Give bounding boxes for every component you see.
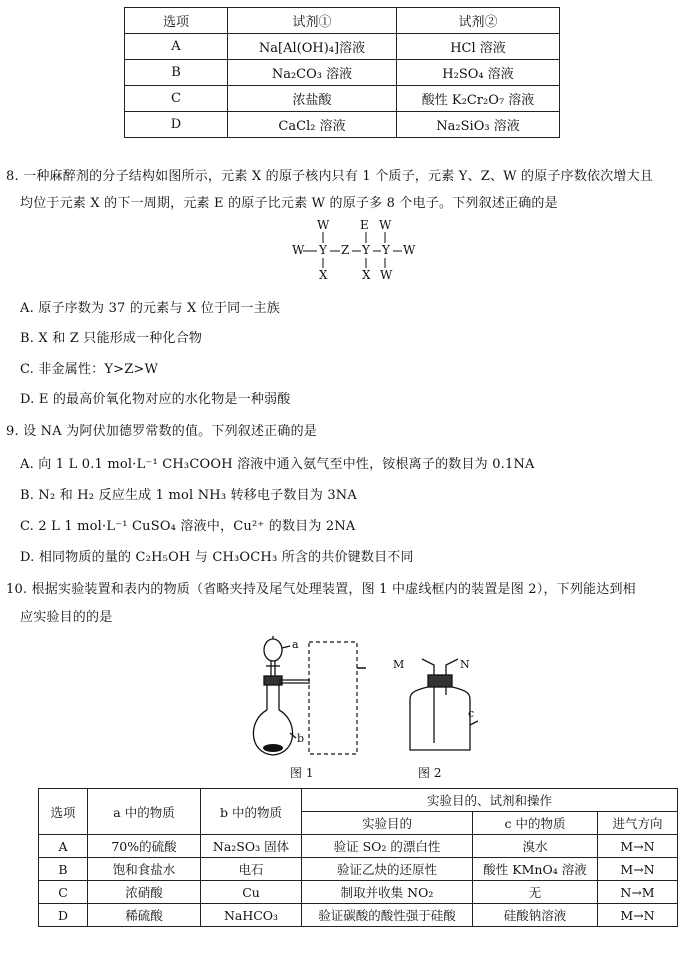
q8-option-b: B. X 和 Z 只能形成一种化合物 bbox=[20, 331, 203, 346]
question-10-stem-line1: 10. 根据实验装置和表内的物质（省略夹持及尾气处理装置，图 1 中虚线框内的装置是图 2），下列能达到相 bbox=[6, 582, 636, 597]
table-header-cell: b 中的物质 bbox=[201, 789, 302, 835]
label-b: b bbox=[297, 732, 305, 745]
table-header-row bbox=[39, 789, 678, 812]
table-cell: D bbox=[125, 112, 228, 138]
atom-label: X bbox=[362, 268, 371, 282]
table-cell: 无 bbox=[473, 881, 598, 904]
table-row bbox=[39, 881, 678, 904]
table-cell: M→N bbox=[598, 835, 678, 858]
question-9-stem: 9. 设 NA 为阿伏加德罗常数的值。下列叙述正确的是 bbox=[6, 424, 317, 439]
atom-label: E bbox=[360, 218, 369, 232]
flask-diagram bbox=[240, 628, 380, 778]
atom-label: W bbox=[403, 243, 416, 257]
table-cell: B bbox=[125, 60, 228, 86]
atom-label: Y bbox=[382, 243, 390, 257]
table-cell: M→N bbox=[598, 858, 678, 881]
bond-lines bbox=[288, 216, 428, 284]
table-cell: 酸性 KMnO₄ 溶液 bbox=[473, 858, 598, 881]
question-8-stem-line1: 8. 一种麻醉剂的分子结构如图所示，元素 X 的原子核内只有 1 个质子，元素 Y、Z、W 的原子序数依次增大且 bbox=[6, 169, 654, 184]
table-cell: HCl 溶液 bbox=[397, 34, 560, 60]
atom-label: W bbox=[317, 218, 330, 232]
table-cell: 验证碳酸的酸性强于硅酸 bbox=[302, 904, 473, 927]
atom-label: W bbox=[380, 268, 393, 282]
table-cell: 稀硫酸 bbox=[88, 904, 201, 927]
table-row bbox=[125, 112, 560, 138]
table-cell: 70%的硫酸 bbox=[88, 835, 201, 858]
atom-label: Y bbox=[362, 243, 370, 257]
table-cell: D bbox=[39, 904, 88, 927]
atom-label: X bbox=[319, 268, 328, 282]
table-cell: Na₂CO₃ 溶液 bbox=[228, 60, 397, 86]
table-cell: 饱和食盐水 bbox=[88, 858, 201, 881]
label-a: a bbox=[292, 638, 299, 651]
table-header-cell: 试剂① bbox=[228, 8, 397, 34]
label-m: M bbox=[393, 658, 405, 671]
table-header-row bbox=[125, 8, 560, 34]
atom-label: Z bbox=[341, 243, 350, 257]
q8-option-a: A. 原子序数为 37 的元素与 X 位于同一主族 bbox=[20, 301, 280, 316]
reagent-table bbox=[124, 7, 560, 138]
q9-option-a: A. 向 1 L 0.1 mol·L⁻¹ CH₃COOH 溶液中通入氨气至中性，铵根离子的数目为 0.1NA bbox=[20, 457, 535, 472]
table-cell: N→M bbox=[598, 881, 678, 904]
table-row bbox=[39, 904, 678, 927]
molecule-structure bbox=[288, 216, 428, 284]
table-cell: 验证乙炔的还原性 bbox=[302, 858, 473, 881]
table-cell: C bbox=[125, 86, 228, 112]
q8-option-d: D. E 的最高价氧化物对应的水化物是一种弱酸 bbox=[20, 392, 291, 407]
table-cell: A bbox=[39, 835, 88, 858]
table-cell: 浓盐酸 bbox=[228, 86, 397, 112]
q9-option-d: D. 相同物质的量的 C₂H₅OH 与 CH₃OCH₃ 所含的共价键数目不同 bbox=[20, 550, 414, 565]
table-header-cell: 实验目的、试剂和操作 bbox=[302, 789, 678, 812]
table-cell: B bbox=[39, 858, 88, 881]
table-cell: 电石 bbox=[201, 858, 302, 881]
q9-option-b: B. N₂ 和 H₂ 反应生成 1 mol NH₃ 转移电子数目为 3NA bbox=[20, 488, 357, 503]
table-cell: 硅酸钠溶液 bbox=[473, 904, 598, 927]
table-row bbox=[39, 835, 678, 858]
table-cell: 酸性 K₂Cr₂O₇ 溶液 bbox=[397, 86, 560, 112]
figure-1-apparatus bbox=[240, 628, 380, 778]
table-cell: NaHCO₃ bbox=[201, 904, 302, 927]
table-row bbox=[125, 60, 560, 86]
table-header-cell: a 中的物质 bbox=[88, 789, 201, 835]
table-cell: Cu bbox=[201, 881, 302, 904]
table-header-cell: 选项 bbox=[125, 8, 228, 34]
table-cell: M→N bbox=[598, 904, 678, 927]
figure-2-caption: 图 2 bbox=[418, 766, 442, 780]
table-cell: CaCl₂ 溶液 bbox=[228, 112, 397, 138]
atom-label: W bbox=[292, 243, 305, 257]
table-cell: C bbox=[39, 881, 88, 904]
figure-2-gas-bottle bbox=[388, 655, 478, 755]
table-cell: A bbox=[125, 34, 228, 60]
table-cell: Na[Al(OH)₄]溶液 bbox=[228, 34, 397, 60]
table-row bbox=[39, 858, 678, 881]
table-row bbox=[125, 86, 560, 112]
question-8-stem-line2: 均位于元素 X 的下一周期，元素 E 的原子比元素 W 的原子多 8 个电子。下列叙述正确的是 bbox=[20, 196, 558, 211]
table-cell: Na₂SO₃ 固体 bbox=[201, 835, 302, 858]
table-cell: 溴水 bbox=[473, 835, 598, 858]
table-header-cell: 实验目的 bbox=[302, 812, 473, 835]
table-cell: 浓硝酸 bbox=[88, 881, 201, 904]
table-header-cell: c 中的物质 bbox=[473, 812, 598, 835]
q9-option-c: C. 2 L 1 mol·L⁻¹ CuSO₄ 溶液中，Cu²⁺ 的数目为 2NA bbox=[20, 519, 356, 534]
table-header-cell: 选项 bbox=[39, 789, 88, 835]
table-header-cell: 进气方向 bbox=[598, 812, 678, 835]
figure-1-caption: 图 1 bbox=[290, 766, 314, 780]
table-cell: H₂SO₄ 溶液 bbox=[397, 60, 560, 86]
question-10-stem-line2: 应实验目的的是 bbox=[20, 610, 113, 625]
experiment-table bbox=[38, 788, 678, 927]
label-c: c bbox=[468, 707, 475, 720]
table-cell: 验证 SO₂ 的漂白性 bbox=[302, 835, 473, 858]
atom-label: Y bbox=[319, 243, 327, 257]
table-cell: Na₂SiO₃ 溶液 bbox=[397, 112, 560, 138]
table-cell: 制取并收集 NO₂ bbox=[302, 881, 473, 904]
table-header-cell: 试剂② bbox=[397, 8, 560, 34]
label-n: N bbox=[460, 658, 470, 671]
table-row bbox=[125, 34, 560, 60]
q8-option-c: C. 非金属性：Y>Z>W bbox=[20, 362, 159, 377]
atom-label: W bbox=[379, 218, 392, 232]
